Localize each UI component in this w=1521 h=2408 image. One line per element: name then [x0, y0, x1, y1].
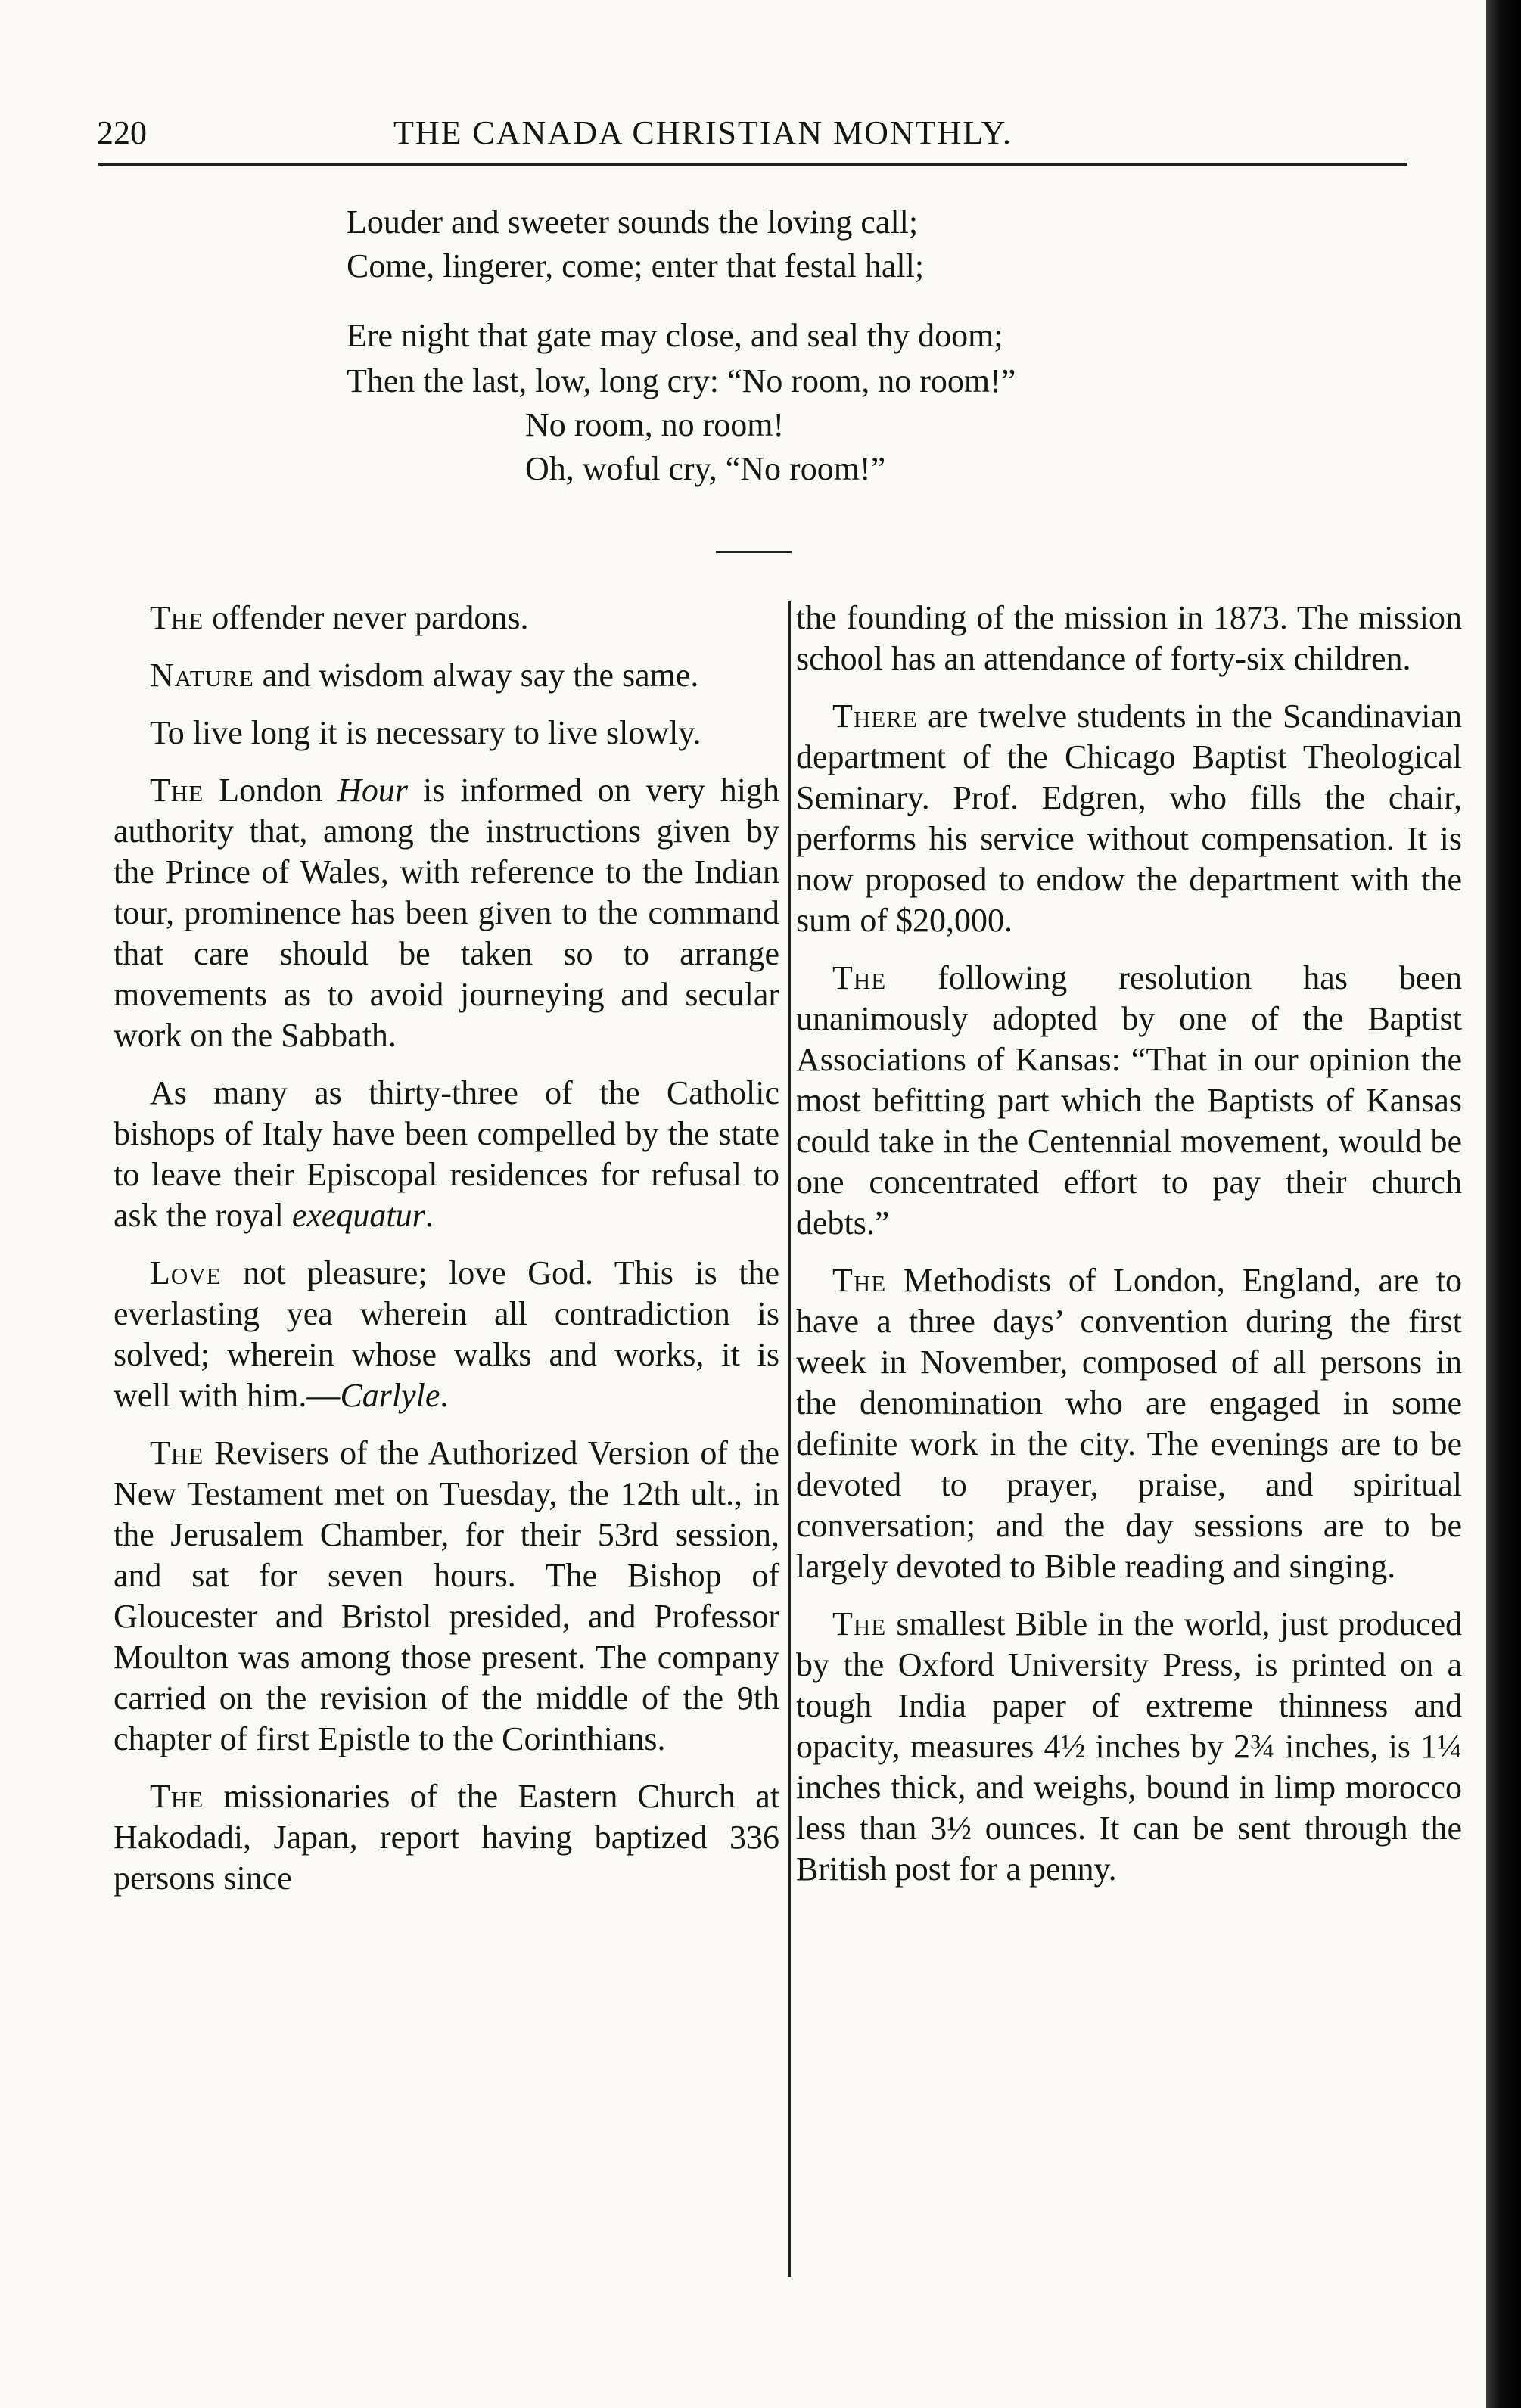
paragraph-italic: Hour: [337, 772, 408, 809]
paragraph: [114, 1073, 779, 1236]
poem-line: No room, no room!: [525, 406, 785, 443]
page-header: [91, 113, 1407, 159]
paragraph: [796, 1260, 1462, 1587]
paragraph-text: Methodists of London, England, are to have a three days’ convention during the first week in November, composed of all persons in the denomination who are engaged in some definite work in the city. The evenings are to be devoted to prayer, praise, and spiritual conversation; and the day sessions are to be largely devoted to Bible reading and singing.: [796, 1262, 1462, 1585]
paragraph-italic: exequatur: [291, 1197, 425, 1234]
paragraph: [114, 1776, 779, 1899]
paragraph-lead: The: [832, 1605, 887, 1642]
paragraph-lead: Love: [150, 1254, 222, 1291]
paragraph: [114, 1433, 779, 1760]
paragraph-text: and wisdom alway say the same.: [254, 657, 699, 694]
section-divider: [716, 551, 792, 553]
paragraph-text: are twelve students in the Scandinavian department of the Chicago Baptist Theological Seminary. Prof. Edgren, who fills the chair, performs his service without compensation. It is now proposed to endow the department with the sum of $20,000.: [796, 698, 1462, 939]
paragraph-text: Revisers of the Authorized Version of the New Testament met on Tuesday, the 12th ult., in the Jerusalem Chamber, for their 53rd session, and sat for seven hours. The Bishop of Gloucester and Bristol presided, and Professor Moulton was among those present. The company carried on the revision of the middle of the 9th chapter of first Epistle to the Corinthians.: [114, 1434, 779, 1757]
poem-line: Come, lingerer, come; enter that festal hall;: [347, 247, 925, 284]
paragraph-text: London: [204, 772, 338, 809]
paragraph-text: missionaries of the Eastern Church at Hakodadi, Japan, report having baptized 336 persons since: [114, 1778, 779, 1897]
paragraph-lead: Nature: [150, 657, 254, 694]
paragraph-text: offender never pardons.: [204, 599, 529, 636]
paragraph: [796, 598, 1462, 679]
paragraph: [114, 598, 779, 639]
paragraph-text: not pleasure; love God. This is the everlasting yea wherein all contradiction is solved; wherein whose walks and works, it is well with him.—: [114, 1254, 779, 1414]
poem-line: Louder and sweeter sounds the loving call;: [347, 204, 919, 241]
paragraph-lead: There: [832, 698, 918, 735]
page-number: 220: [97, 114, 147, 151]
paragraph-italic: Carlyle: [340, 1377, 440, 1414]
paragraph-lead: The: [150, 1434, 204, 1471]
poem-line: Ere night that gate may close, and seal thy doom;: [347, 317, 1003, 354]
paragraph: [796, 958, 1462, 1244]
right-column: [796, 598, 1462, 1906]
paragraph: [114, 1253, 779, 1416]
paragraph-lead: The: [150, 772, 204, 809]
paragraph-lead: The: [150, 1778, 204, 1815]
paragraph-text: To live long it is necessary to live slowly.: [150, 714, 701, 751]
paragraph-text: the founding of the mission in 1873. The mission school has an attendance of forty-six children.: [796, 599, 1462, 677]
paragraph: [796, 696, 1462, 941]
poem-line: Then the last, low, long cry: “No room, no room!”: [347, 362, 1016, 399]
paragraph: [114, 655, 779, 696]
paragraph-text: smallest Bible in the world, just produced by the Oxford University Press, is printed on a tough India paper of extreme thinness and opacity, measures 4½ inches by 2¾ inches, is 1¼ inches thick, and weighs, bound in limp morocco less than 3½ ounces. It can be sent through the British post for a penny.: [796, 1605, 1462, 1888]
paragraph-text: following resolution has been unanimously adopted by one of the Baptist Associations of Kansas: “That in our opinion the most befitting part which the Baptists of Kansas could take in the Centennial movement, would be one concentrated effort to pay their church debts.”: [796, 959, 1462, 1241]
paragraph-text: As many as thirty-three of the Catholic bishops of Italy have been compelled by the state to leave their Episcopal residences for refusal to ask the royal: [114, 1074, 779, 1234]
scan-edge-shadow: [1486, 0, 1521, 2408]
paragraph: [796, 1604, 1462, 1890]
paragraph-lead: The: [832, 1262, 887, 1299]
paragraph-text: .: [440, 1377, 449, 1414]
running-title: THE CANADA CHRISTIAN MONTHLY.: [393, 114, 1012, 151]
paragraph-lead: The: [150, 599, 204, 636]
left-column: [114, 598, 779, 1916]
poem-line: Oh, woful cry, “No room!”: [525, 450, 886, 487]
paragraph-text: is informed on very high authority that, among the instructions given by the Prince of Wales, with reference to the Indian tour, prominence has been given to the command that care should be taken so to arrange movements as to avoid journeying and secular work on the Sabbath.: [114, 772, 779, 1054]
paragraph-text: .: [425, 1197, 434, 1234]
header-rule: [98, 163, 1407, 166]
paragraph: [114, 713, 779, 753]
column-divider: [788, 601, 791, 2277]
paragraph: [114, 770, 779, 1056]
paragraph-lead: The: [832, 959, 887, 996]
